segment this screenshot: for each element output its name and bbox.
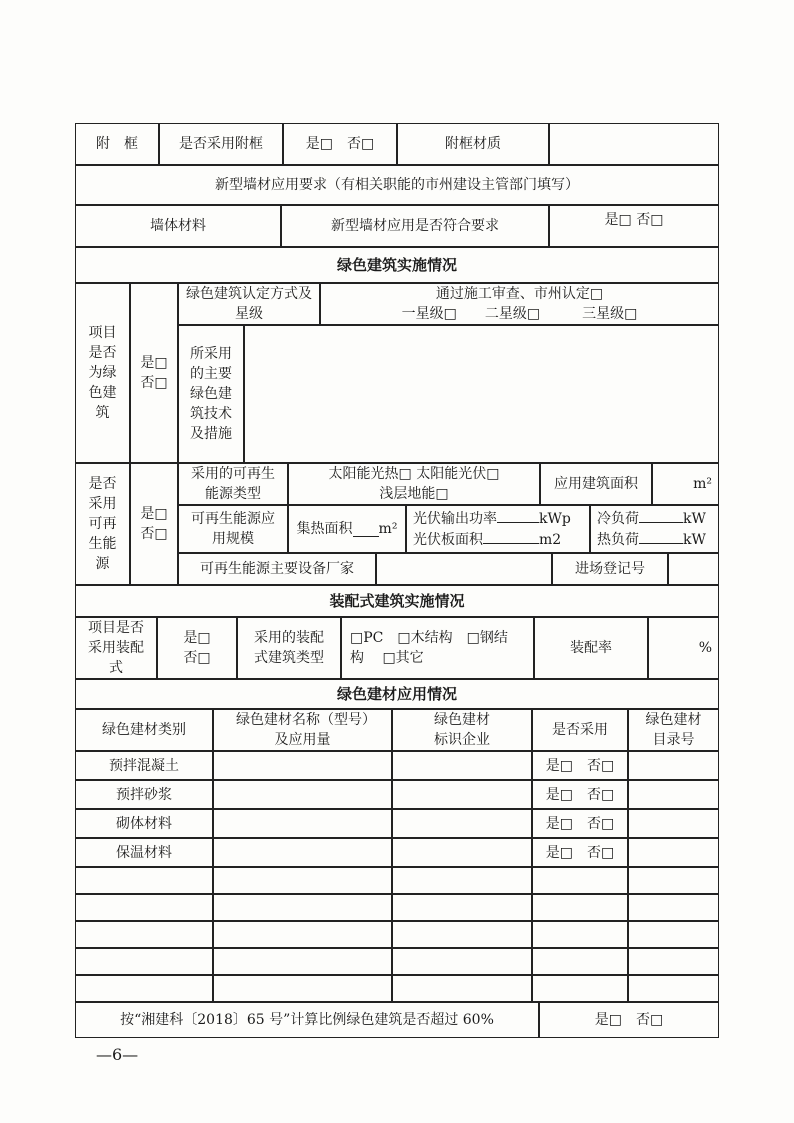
is-green-no[interactable]: 否□ xyxy=(140,375,168,391)
prefab-type-label: 采用的装配式建筑类型 xyxy=(237,617,341,679)
material-catalog-field[interactable] xyxy=(628,809,719,838)
wall-compliance-label: 新型墙材应用是否符合要求 xyxy=(281,205,549,247)
empty-cell[interactable] xyxy=(213,867,392,894)
prefab-section-title: 装配式建筑实施情况 xyxy=(75,585,719,617)
renewable-type-2[interactable]: 浅层地能□ xyxy=(379,486,449,502)
pv-area-label: 光伏板面积 xyxy=(413,532,483,548)
empty-cell[interactable] xyxy=(628,921,719,948)
frame-adopt-checkbox[interactable]: 是□ 否□ xyxy=(283,123,397,165)
materials-section-title: 绿色建材应用情况 xyxy=(75,679,719,709)
prefab-rate-field[interactable] xyxy=(648,617,719,679)
empty-cell[interactable] xyxy=(532,894,628,921)
empty-cell[interactable] xyxy=(628,975,719,1002)
heat-area-field[interactable] xyxy=(288,505,406,553)
empty-cell[interactable] xyxy=(75,975,213,1002)
pv-field[interactable] xyxy=(406,505,590,553)
tech-label: 所采用的主要绿色建筑技术及措施 xyxy=(178,325,244,463)
material-company-field[interactable] xyxy=(392,809,532,838)
renewable-yes[interactable]: 是□ xyxy=(140,506,168,522)
frame-material-field[interactable] xyxy=(549,123,719,165)
material-category: 砌体材料 xyxy=(75,809,213,838)
material-catalog-field[interactable] xyxy=(628,751,719,780)
heat-load-blank[interactable] xyxy=(639,529,683,544)
materials-header-name: 绿色建材名称（型号）及应用量 xyxy=(213,709,392,751)
empty-cell[interactable] xyxy=(392,894,532,921)
material-adopt-checkbox[interactable]: 是□ 否□ xyxy=(532,780,628,809)
empty-cell[interactable] xyxy=(213,948,392,975)
is-prefab-label: 项目是否采用装配式 xyxy=(75,617,157,679)
is-green-label: 项目是否为绿色建筑 xyxy=(75,283,130,463)
ratio-checkbox[interactable]: 是□ 否□ xyxy=(539,1002,719,1038)
material-category: 保温材料 xyxy=(75,838,213,867)
empty-cell[interactable] xyxy=(75,867,213,894)
empty-cell[interactable] xyxy=(75,894,213,921)
cert-method-value[interactable]: 通过施工审查、市州认定□ xyxy=(435,286,604,302)
scale-label: 可再生能源应用规模 xyxy=(178,505,288,553)
renewable-type-1[interactable]: 太阳能光热□ 太阳能光伏□ xyxy=(328,466,500,482)
material-company-field[interactable] xyxy=(392,838,532,867)
empty-cell[interactable] xyxy=(392,867,532,894)
material-name-field[interactable] xyxy=(213,780,392,809)
vendor-field[interactable] xyxy=(376,553,552,585)
wall-title: 新型墙材应用要求（有相关职能的市州建设主管部门填写） xyxy=(75,165,719,205)
heat-area-blank[interactable] xyxy=(353,522,379,537)
pv-power-unit: kWp xyxy=(539,511,571,527)
empty-cell[interactable] xyxy=(392,921,532,948)
material-company-field[interactable] xyxy=(392,751,532,780)
is-green-yes[interactable]: 是□ xyxy=(140,355,168,371)
area-unit: m² xyxy=(693,476,712,492)
entry-reg-field[interactable] xyxy=(668,553,719,585)
heat-load-label: 热负荷 xyxy=(597,532,639,548)
material-adopt-checkbox[interactable]: 是□ 否□ xyxy=(532,809,628,838)
prefab-type-field[interactable] xyxy=(341,617,534,679)
material-name-field[interactable] xyxy=(213,809,392,838)
star-levels[interactable]: 一星级□ 二星级□ 三星级□ xyxy=(401,306,638,322)
empty-cell[interactable] xyxy=(532,867,628,894)
green-section-title: 绿色建筑实施情况 xyxy=(75,247,719,283)
material-catalog-field[interactable] xyxy=(628,780,719,809)
material-adopt-checkbox[interactable]: 是□ 否□ xyxy=(532,751,628,780)
empty-cell[interactable] xyxy=(213,894,392,921)
material-catalog-field[interactable] xyxy=(628,838,719,867)
materials-header-category: 绿色建材类别 xyxy=(75,709,213,751)
materials-header-catalog: 绿色建材目录号 xyxy=(628,709,719,751)
heat-area-unit: m² xyxy=(378,521,398,537)
prefab-rate-label: 装配率 xyxy=(534,617,648,679)
material-category: 预拌混凝土 xyxy=(75,751,213,780)
ratio-label: 按“湘建科〔2018〕65 号”计算比例绿色建筑是否超过 60% xyxy=(75,1002,539,1038)
renewable-type-field[interactable] xyxy=(288,463,540,505)
pv-power-label: 光伏输出功率 xyxy=(413,511,497,527)
materials-header-adopt: 是否采用 xyxy=(532,709,628,751)
empty-cell[interactable] xyxy=(532,921,628,948)
empty-cell[interactable] xyxy=(213,975,392,1002)
materials-header-company: 绿色建材标识企业 xyxy=(392,709,532,751)
material-company-field[interactable] xyxy=(392,780,532,809)
empty-cell[interactable] xyxy=(392,975,532,1002)
pv-area-unit: m2 xyxy=(539,532,562,548)
entry-reg-label: 进场登记号 xyxy=(552,553,668,585)
renewable-label: 是否采用可再生能源 xyxy=(75,463,130,585)
prefab-type-2[interactable]: 构 □其它 xyxy=(350,650,424,666)
pv-area-blank[interactable] xyxy=(483,529,539,544)
material-name-field[interactable] xyxy=(213,838,392,867)
is-green-checkbox[interactable] xyxy=(130,283,178,463)
is-prefab-checkbox[interactable] xyxy=(157,617,237,679)
prefab-rate-unit: % xyxy=(698,640,712,656)
frame-label: 附 框 xyxy=(75,123,159,165)
empty-cell[interactable] xyxy=(628,867,719,894)
cool-load-unit: kW xyxy=(683,511,706,527)
frame-material-label: 附框材质 xyxy=(397,123,549,165)
vendor-label: 可再生能源主要设备厂家 xyxy=(178,553,376,585)
empty-cell[interactable] xyxy=(532,948,628,975)
prefab-yes[interactable]: 是□ xyxy=(183,630,211,646)
cool-load-label: 冷负荷 xyxy=(597,511,639,527)
empty-cell[interactable] xyxy=(628,894,719,921)
cert-method-field[interactable] xyxy=(320,283,719,325)
wall-compliance-checkbox[interactable]: 是□ 否□ xyxy=(549,205,719,247)
heat-load-unit: kW xyxy=(683,532,706,548)
empty-cell[interactable] xyxy=(628,948,719,975)
prefab-no[interactable]: 否□ xyxy=(183,650,211,666)
empty-cell[interactable] xyxy=(532,975,628,1002)
prefab-type-1[interactable]: □PC □木结构 □钢结 xyxy=(350,630,508,646)
pv-power-blank[interactable] xyxy=(497,508,539,523)
load-field[interactable] xyxy=(590,505,719,553)
empty-cell[interactable] xyxy=(75,948,213,975)
tech-field[interactable] xyxy=(244,325,719,463)
cool-load-blank[interactable] xyxy=(639,508,683,523)
wall-material-label: 墙体材料 xyxy=(75,205,281,247)
empty-cell[interactable] xyxy=(213,921,392,948)
renewable-checkbox[interactable] xyxy=(130,463,178,585)
page-number: —6— xyxy=(96,1045,139,1064)
cert-method-label: 绿色建筑认定方式及星级 xyxy=(178,283,320,325)
heat-area-label: 集热面积 xyxy=(296,521,353,537)
renewable-no[interactable]: 否□ xyxy=(140,526,168,542)
frame-adopt-label: 是否采用附框 xyxy=(159,123,283,165)
area-field[interactable] xyxy=(652,463,719,505)
empty-cell[interactable] xyxy=(392,948,532,975)
material-category: 预拌砂浆 xyxy=(75,780,213,809)
area-label: 应用建筑面积 xyxy=(540,463,652,505)
renewable-type-label: 采用的可再生能源类型 xyxy=(178,463,288,505)
empty-cell[interactable] xyxy=(75,921,213,948)
material-adopt-checkbox[interactable]: 是□ 否□ xyxy=(532,838,628,867)
material-name-field[interactable] xyxy=(213,751,392,780)
